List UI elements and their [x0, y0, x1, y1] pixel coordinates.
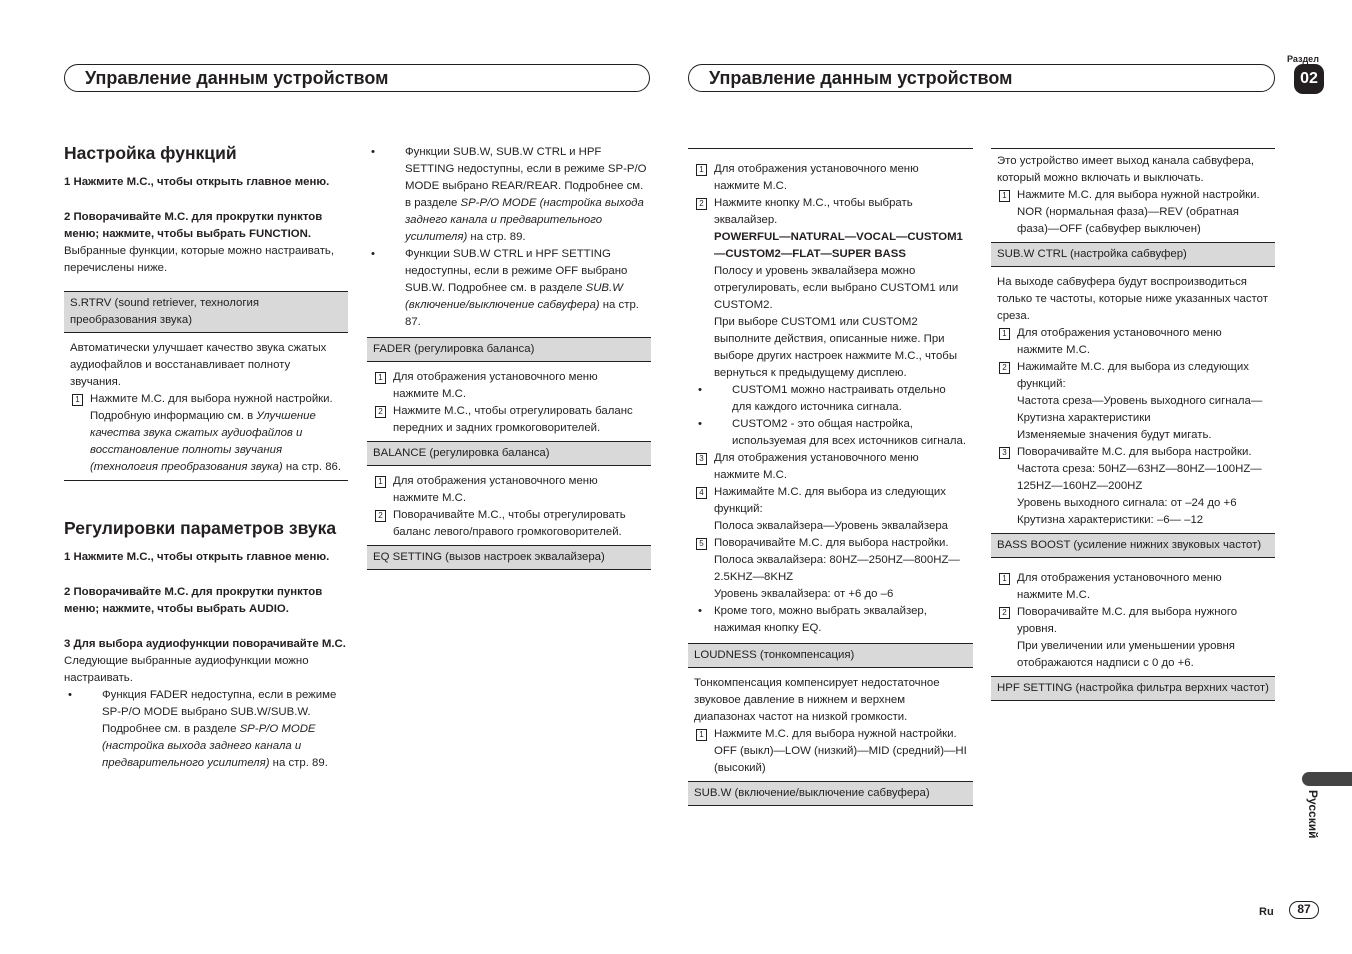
- srtrv-block: [64, 291, 348, 481]
- heading-function-settings: Настройка функций: [64, 143, 237, 163]
- column-2: [367, 144, 651, 570]
- eq-setting-header: EQ SETTING (вызов настроек эквалайзера): [367, 546, 651, 569]
- function-step-1: 1 Нажмите M.C., чтобы открыть главное меню.: [64, 176, 330, 188]
- note-subw-rear: • Функции SUB.W, SUB.W CTRL и HPF SETTING недоступны, если в режиме SP-P/O MODE выбрано REAR/REAR. Подробнее см. в разделе SP-P/O MODE (настройка выхода заднего канала и предварительного усилителя) на стр. 89.: [367, 144, 651, 246]
- subw-ctrl-instruction-3: 3 Поворачивайте M.C. для выбора настройки.: [997, 444, 1269, 461]
- loudness-header: LOUDNESS (тонкомпенсация): [688, 644, 973, 668]
- srtrv-reference: Подробную информацию см. в Улучшение качества звука сжатых аудиофайлов и восстановление полноты звучания (технология преобразования звука) на стр. 86.: [90, 410, 342, 473]
- column-4: [991, 148, 1275, 701]
- eq-presets-list: POWERFUL—NATURAL—VOCAL—CUSTOM1—CUSTOM2—FLAT—SUPER BASS: [714, 231, 963, 260]
- page-header-left: [64, 64, 650, 92]
- eq-instruction-2: 2 Нажмите кнопку M.C., чтобы выбрать эквалайзер.: [694, 195, 967, 229]
- audio-step-3-note: Следующие выбранные аудиофункции можно настраивать.: [64, 655, 309, 684]
- eq-level-values: Уровень эквалайзера: от +6 до –6: [714, 588, 894, 600]
- header-title-left: Управление данным устройством: [85, 68, 389, 88]
- loudness-block: [688, 643, 973, 782]
- audio-step-3: 3 Для выбора аудиофункции поворачивайте M.C.: [64, 638, 346, 650]
- subw-ctrl-blink-note: Изменяемые значения будут мигать.: [1017, 429, 1212, 441]
- bass-boost-block: [991, 534, 1275, 677]
- subw-ctrl-description: На выходе сабвуфера будут воспроизводиться только те частоты, которые ниже указанных частот среза.: [997, 276, 1268, 322]
- bass-boost-instruction-2: 2 Поворачивайте M.C. для выбора нужного уровня.: [997, 604, 1269, 638]
- subw-options: NOR (нормальная фаза)—REV (обратная фаза)—OFF (сабвуфер выключен): [1017, 206, 1239, 235]
- bass-boost-note: При увеличении или уменьшении уровня отображаются надписи с 0 до +6.: [1017, 640, 1235, 669]
- language-code: Ru: [1259, 906, 1274, 918]
- balance-block: [367, 442, 651, 546]
- eq-note-2: При выборе CUSTOM1 или CUSTOM2 выполните действия, описанные ниже. При выборе других настроек нажмите M.C., чтобы вернуться к предыдущему дисплею.: [714, 316, 958, 379]
- eq-instruction-3: 3 Для отображения установочного меню нажмите M.C.: [694, 450, 967, 484]
- balance-instruction-2: 2 Поворачивайте M.C., чтобы отрегулировать баланс левого/правого громкоговорителей.: [373, 507, 645, 541]
- bass-boost-header: BASS BOOST (усиление нижних звуковых частот): [991, 534, 1275, 558]
- fader-instruction-2: 2 Нажмите M.C., чтобы отрегулировать баланс передних и задних громкоговорителей.: [373, 403, 645, 437]
- step-number-1: 1: [72, 394, 83, 406]
- subw-ctrl-level-values: Уровень выходного сигнала: от –24 до +6: [1017, 497, 1237, 509]
- fader-instruction-1: 1 Для отображения установочного меню нажмите M.C.: [373, 369, 645, 403]
- language-label: Русский: [1306, 790, 1320, 839]
- section-number-tab: 02: [1294, 64, 1324, 94]
- fader-header: FADER (регулировка баланса): [367, 338, 651, 362]
- audio-fader-note: • Функция FADER недоступна, если в режиме SP-P/O MODE выбрано SUB.W/SUB.W. Подробнее см. в разделе SP-P/O MODE (настройка выхода заднего канала и предварительного усилителя) на стр. 89.: [64, 687, 348, 772]
- subw-instruction-1: 1 Нажмите M.C. для выбора нужной настройки.: [997, 187, 1269, 204]
- bass-boost-instruction-1: 1 Для отображения установочного меню нажмите M.C.: [997, 570, 1269, 604]
- subw-block: [688, 782, 973, 806]
- loudness-description: Тонкомпенсация компенсирует недостаточное звуковое давление в нижнем и верхнем диапазонах частот на низкой громкости.: [694, 677, 940, 723]
- hpf-block: [991, 677, 1275, 701]
- eq-functions-list: Полоса эквалайзера—Уровень эквалайзера: [714, 520, 949, 532]
- column-3: [688, 148, 973, 806]
- eq-instruction-4: 4 Нажимайте M.C. для выбора из следующих функций:: [694, 484, 967, 518]
- heading-audio-adjustments: Регулировки параметров звука: [64, 518, 337, 538]
- eq-band-values: Полоса эквалайзера: 80HZ—250HZ—800HZ—2.5KHZ—8KHZ: [714, 554, 960, 583]
- note-subw-off: • Функции SUB.W CTRL и HPF SETTING недоступны, если в режиме OFF выбрано SUB.W. Подробнее см. в разделе SUB.W (включение/выключение сабвуфера) на стр. 87.: [367, 246, 651, 331]
- eq-custom2-note: • CUSTOM2 - это общая настройка, используемая для всех источников сигнала.: [694, 416, 967, 450]
- subw-ctrl-functions: Частота среза—Уровень выходного сигнала—Крутизна характеристики: [1017, 395, 1263, 424]
- subw-description: Это устройство имеет выход канала сабвуфера, который можно включать и выключать.: [997, 155, 1254, 184]
- srtrv-description: Автоматически улучшает качество звука сжатых аудиофайлов и восстанавливает полноту звучания.: [70, 342, 327, 388]
- column-1: [64, 142, 348, 772]
- function-step-2-note: Выбранные функции, которые можно настраивать, перечислены ниже.: [64, 245, 335, 274]
- hpf-header: HPF SETTING (настройка фильтра верхних частот): [991, 677, 1275, 700]
- balance-instruction-1: 1 Для отображения установочного меню нажмите M.C.: [373, 473, 645, 507]
- srtrv-header: S.RTRV (sound retriever, технология преобразования звука): [64, 292, 348, 333]
- function-step-2: 2 Поворачивайте M.C. для прокрутки пунктов меню; нажмите, чтобы выбрать FUNCTION.: [64, 211, 323, 240]
- header-title-right: Управление данным устройством: [709, 68, 1013, 88]
- subw-ctrl-header: SUB.W CTRL (настройка сабвуфер): [991, 243, 1275, 267]
- subw-ctrl-instruction-1: 1 Для отображения установочного меню нажмите M.C.: [997, 325, 1269, 359]
- subw-header: SUB.W (включение/выключение сабвуфера): [688, 782, 973, 805]
- section-label: Раздел: [1287, 54, 1319, 64]
- eq-custom1-note: • CUSTOM1 можно настраивать отдельно для каждого источника сигнала.: [694, 382, 967, 416]
- subw-ctrl-freq-values: Частота среза: 50HZ—63HZ—80HZ—100HZ—125HZ—160HZ—200HZ: [1017, 463, 1262, 492]
- audio-step-2: 2 Поворачивайте M.C. для прокрутки пунктов меню; нажмите, чтобы выбрать AUDIO.: [64, 586, 323, 615]
- eq-setting-block: [367, 546, 651, 570]
- eq-instruction-1: 1 Для отображения установочного меню нажмите M.C.: [694, 161, 967, 195]
- subw-ctrl-slope-values: Крутизна характеристики: –6— –12: [1017, 514, 1204, 526]
- page-number: 87: [1289, 901, 1319, 919]
- eq-instruction-5: 5 Поворачивайте M.C. для выбора настройки.: [694, 535, 967, 552]
- eq-note-1: Полосу и уровень эквалайзера можно отрегулировать, если выбрано CUSTOM1 или CUSTOM2.: [714, 265, 959, 311]
- srtrv-instruction-1: 1 Нажмите M.C. для выбора нужной настройки.: [70, 391, 342, 408]
- loudness-options: OFF (выкл)—LOW (низкий)—MID (средний)—HI (высокий): [714, 745, 967, 774]
- eq-button-note: • Кроме того, можно выбрать эквалайзер, нажимая кнопку EQ.: [694, 603, 967, 637]
- balance-header: BALANCE (регулировка баланса): [367, 442, 651, 466]
- subw-ctrl-instruction-2: 2 Нажимайте M.C. для выбора из следующих функций:: [997, 359, 1269, 393]
- loudness-instruction-1: 1 Нажмите M.C. для выбора нужной настройки.: [694, 726, 967, 743]
- page-header-right: [688, 64, 1275, 92]
- audio-step-1: 1 Нажмите M.C., чтобы открыть главное меню.: [64, 551, 330, 563]
- fader-block: [367, 337, 651, 442]
- language-tab: [1302, 772, 1352, 786]
- subw-ctrl-block: [991, 242, 1275, 534]
